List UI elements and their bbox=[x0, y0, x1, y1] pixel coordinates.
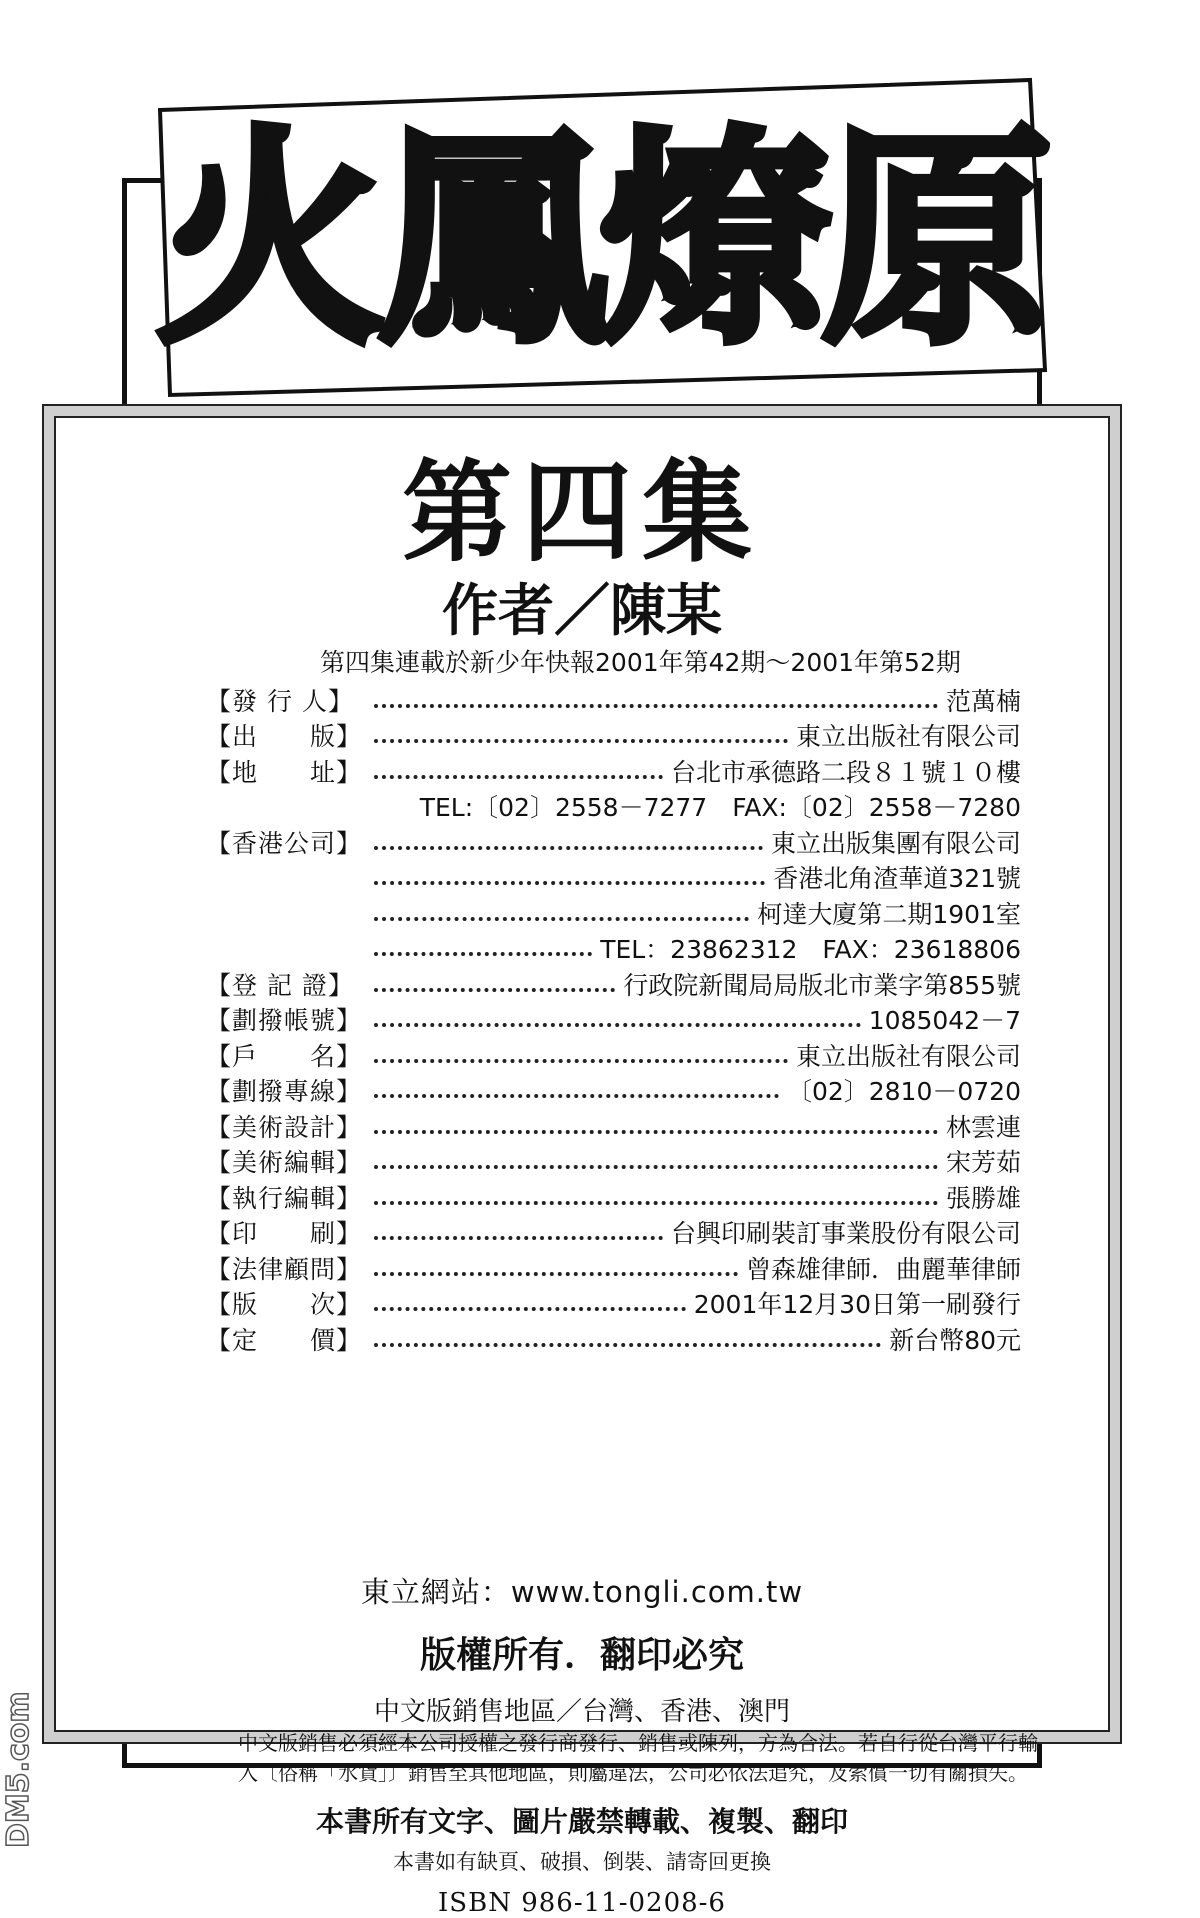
info-row bbox=[206, 1037, 1021, 1073]
info-row bbox=[206, 1321, 1021, 1357]
info-row-value: 1085042－7 bbox=[868, 1006, 1021, 1036]
watermark-text: DM5.com bbox=[2, 1691, 36, 1848]
info-row-value: 台興印刷裝訂事業股份有限公司 bbox=[670, 1219, 1021, 1249]
info-row-label: 【發 行 人】 bbox=[206, 686, 354, 716]
info-row-value: 台北市承德路二段８１號１０樓 bbox=[670, 757, 1021, 787]
info-row bbox=[206, 1286, 1021, 1322]
info-row-label: 【地 址】 bbox=[206, 757, 363, 787]
info-row-value: 范萬楠 bbox=[945, 686, 1021, 716]
info-row bbox=[206, 1002, 1021, 1038]
info-row-label: 【美術設計】 bbox=[206, 1112, 363, 1142]
author-line: 作者／陳某 bbox=[442, 578, 722, 644]
info-row-value: 2001年12月30日第一刷發行 bbox=[693, 1290, 1021, 1320]
info-row bbox=[206, 1144, 1021, 1180]
sales-region: 中文版銷售地區／台灣、香港、澳門 bbox=[373, 1697, 790, 1727]
leader-dots bbox=[374, 1343, 881, 1347]
volume-number: 第四集 bbox=[402, 448, 762, 577]
info-row-label: 【執行編輯】 bbox=[206, 1183, 363, 1213]
info-row-value: TEL：23862312 FAX：23618806 bbox=[600, 935, 1021, 965]
info-row-value: 新台幣80元 bbox=[889, 1325, 1021, 1355]
leader-dots bbox=[374, 1130, 938, 1134]
info-row-value: 曾森雄律師．曲麗華律師 bbox=[745, 1254, 1021, 1284]
leader-dots bbox=[374, 1094, 779, 1098]
replacement-note: 本書如有缺頁、破損、倒裝、請寄回更換 bbox=[393, 1850, 771, 1874]
leader-dots bbox=[374, 1165, 938, 1169]
info-row bbox=[206, 1108, 1021, 1144]
info-row-label: 【美術編輯】 bbox=[206, 1148, 363, 1178]
info-row bbox=[206, 1073, 1021, 1109]
info-row-label: 【法律顧問】 bbox=[206, 1254, 363, 1284]
info-row bbox=[206, 1250, 1021, 1286]
leader-dots bbox=[374, 1236, 663, 1240]
leader-dots bbox=[374, 881, 765, 885]
info-row-value: TEL:〔02〕2558－7277 FAX:〔02〕2558－7280 bbox=[419, 793, 1021, 823]
watermark-logo bbox=[2, 1660, 36, 1850]
info-row-label: 【劃撥專線】 bbox=[206, 1077, 363, 1107]
info-row-label: 【劃撥帳號】 bbox=[206, 1006, 363, 1036]
leader-dots bbox=[374, 1059, 788, 1063]
info-row-label: 【版 次】 bbox=[206, 1290, 363, 1320]
leader-dots bbox=[374, 846, 763, 850]
info-row bbox=[206, 931, 1021, 967]
info-row-value: 東立出版社有限公司 bbox=[795, 722, 1021, 752]
info-row-value: 柯達大廈第二期1901室 bbox=[757, 899, 1021, 929]
info-row-value: 行政院新聞局局版北市業字第855號 bbox=[623, 970, 1021, 1000]
info-row bbox=[206, 824, 1021, 860]
info-row-value: 宋芳茹 bbox=[945, 1148, 1021, 1178]
reproduction-prohibited: 本書所有文字、圖片嚴禁轉載、複製、翻印 bbox=[315, 1805, 848, 1838]
leader-dots bbox=[374, 1023, 861, 1027]
info-row bbox=[206, 789, 1021, 825]
leader-dots bbox=[374, 1272, 738, 1276]
copyright-notice: 版權所有．翻印必究 bbox=[419, 1634, 744, 1676]
leader-dots bbox=[374, 739, 788, 743]
info-row bbox=[206, 895, 1021, 931]
info-row bbox=[206, 1179, 1021, 1215]
publishing-info-table bbox=[206, 682, 1021, 1357]
info-row-label: 【印 刷】 bbox=[206, 1219, 363, 1249]
info-row-value: 林雲連 bbox=[945, 1112, 1021, 1142]
leader-dots bbox=[374, 1307, 686, 1311]
leader-dots bbox=[374, 775, 663, 779]
info-row-value: 〔02〕2810－0720 bbox=[786, 1077, 1021, 1107]
info-row-value: 東立出版社有限公司 bbox=[795, 1041, 1021, 1071]
series-title-logo bbox=[150, 70, 1050, 400]
website-line: 東立網站：www.tongli.com.tw bbox=[360, 1575, 804, 1609]
leader-dots bbox=[374, 704, 938, 708]
leader-dots bbox=[374, 917, 749, 921]
info-row-label: 【登 記 證】 bbox=[206, 970, 354, 1000]
info-row bbox=[206, 966, 1021, 1002]
info-row bbox=[206, 718, 1021, 754]
leader-dots bbox=[374, 1201, 938, 1205]
info-row-label: 【定 價】 bbox=[206, 1325, 363, 1355]
series-title-text: 火鳳燎原 bbox=[155, 105, 1045, 375]
parallel-import-notice: 中文版銷售必須經本公司授權之發行商發行、銷售或陳列，方為合法。若自行從台灣平行輸入〔俗稱「水貨」〕銷售至其他地區，則屬違法，公司必依法追究，及索償一切有關損失。 bbox=[238, 1731, 1038, 1785]
info-row-value: 張勝雄 bbox=[945, 1183, 1021, 1213]
isbn: ISBN 986-11-0208-6 bbox=[438, 1888, 726, 1918]
info-row-label: 【香港公司】 bbox=[206, 828, 363, 858]
leader-dots bbox=[374, 952, 592, 956]
info-row bbox=[206, 753, 1021, 789]
info-row-value: 東立出版集團有限公司 bbox=[770, 828, 1021, 858]
info-row-label: 【出 版】 bbox=[206, 722, 363, 752]
info-row bbox=[206, 682, 1021, 718]
serialization-note: 第四集連載於新少年快報2001年第42期～2001年第52期 bbox=[320, 648, 961, 677]
info-row bbox=[206, 860, 1021, 896]
info-row-value: 香港北角渣華道321號 bbox=[773, 864, 1021, 894]
info-row-label: 【戶 名】 bbox=[206, 1041, 363, 1071]
leader-dots bbox=[374, 988, 615, 992]
colophon-panel bbox=[42, 404, 1122, 1918]
info-row bbox=[206, 1215, 1021, 1251]
